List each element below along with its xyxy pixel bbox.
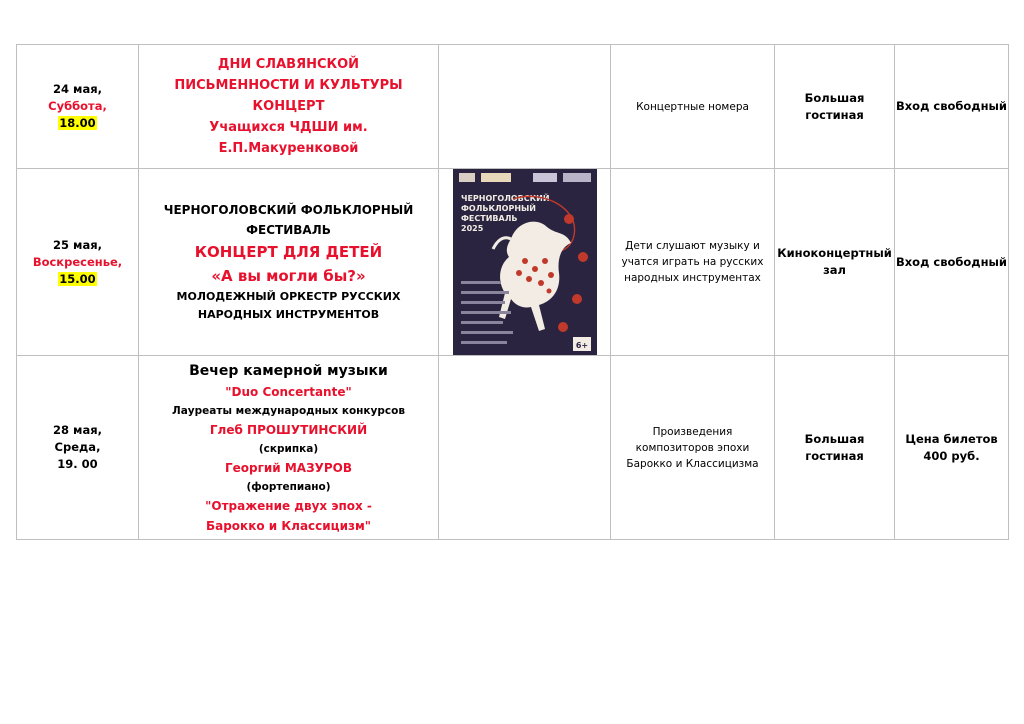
event-entry-line: 400 руб. <box>923 448 980 463</box>
event-title-line: Вечер камерной музыки <box>189 362 388 379</box>
event-title-line: ЧЕРНОГОЛОВСКИЙ ФОЛЬКЛОРНЫЙ <box>163 203 414 217</box>
event-title-line: "Duo Concertante" <box>225 384 352 399</box>
event-time: 19. 00 <box>57 457 98 471</box>
festival-poster <box>453 169 597 355</box>
description-cell <box>611 169 775 356</box>
place-cell <box>775 356 895 540</box>
event-place-line: зал <box>823 263 846 277</box>
event-title-line: ДНИ СЛАВЯНСКОЙ <box>217 57 360 72</box>
event-title-line: (фортепиано) <box>246 480 331 493</box>
event-entry: Вход свободный <box>896 254 1007 269</box>
table-row <box>17 356 1009 540</box>
event-title-line: МОЛОДЕЖНЫЙ ОРКЕСТР РУССКИХ <box>176 290 401 303</box>
event-description-line: народных инструментах <box>624 272 761 284</box>
event-title-line: Георгий МАЗУРОВ <box>224 460 353 475</box>
event-date: 25 мая, <box>53 237 102 252</box>
event-cell <box>139 169 439 356</box>
event-title-line: КОНЦЕРТ ДЛЯ ДЕТЕЙ <box>194 243 383 261</box>
event-description-line: композиторов эпохи <box>635 441 750 454</box>
poster-title-line: ЧЕРНОГОЛОВСКИЙ <box>460 194 550 203</box>
event-title-line: ПИСЬМЕННОСТИ И КУЛЬТУРЫ <box>174 78 403 93</box>
date-cell <box>17 169 139 356</box>
event-place: Большая гостиная <box>804 431 865 463</box>
event-title-line: «А вы могли бы?» <box>211 267 366 285</box>
event-title-line: Глеб ПРОШУТИНСКИЙ <box>209 422 368 437</box>
event-description-line: Произведения <box>652 425 733 438</box>
event-weekday: Суббота, <box>48 99 107 113</box>
event-title-line: КОНЦЕРТ <box>252 99 325 114</box>
event-title-line: Е.П.Макуренковой <box>218 141 359 156</box>
description-cell <box>611 45 775 169</box>
table-row <box>17 45 1009 169</box>
date-cell <box>17 45 139 169</box>
poster-age-badge: 6+ <box>575 341 588 350</box>
event-entry-line: Цена билетов <box>905 431 998 446</box>
event-title-line: Лауреаты международных конкурсов <box>172 404 405 417</box>
poster-year: 2025 <box>460 224 483 233</box>
date-cell <box>17 356 139 540</box>
event-date: 24 мая, <box>53 82 102 96</box>
event-cell <box>139 45 439 169</box>
event-title-line: Барокко и Классицизм" <box>205 518 372 533</box>
description-cell <box>611 356 775 540</box>
event-title-line: ФЕСТИВАЛЬ <box>246 223 331 237</box>
poster-title-line: ФОЛЬКЛОРНЫЙ <box>460 204 536 213</box>
entry-cell <box>895 356 1009 540</box>
entry-cell <box>895 169 1009 356</box>
event-description: Концертные номера <box>636 100 749 113</box>
event-date: 28 мая, <box>53 423 102 437</box>
event-title-line: НАРОДНЫХ ИНСТРУМЕНТОВ <box>197 308 380 321</box>
schedule-table <box>16 44 1009 540</box>
place-cell <box>775 45 895 169</box>
event-description-line: учатся играть на русских <box>621 256 764 268</box>
event-entry: Вход свободный <box>896 99 1007 113</box>
event-place-line: Киноконцертный <box>777 246 892 260</box>
event-place: Большая гостиная <box>804 90 865 122</box>
image-cell <box>439 356 611 540</box>
event-weekday: Воскресенье, <box>32 254 123 269</box>
event-cell <box>139 356 439 540</box>
event-title-line: (скрипка) <box>258 442 319 455</box>
event-weekday: Среда, <box>54 440 101 454</box>
table-row <box>17 169 1009 356</box>
place-cell <box>775 169 895 356</box>
event-title-line: Учащихся ЧДШИ им. <box>209 120 368 135</box>
entry-cell <box>895 45 1009 169</box>
image-cell <box>439 45 611 169</box>
event-title-line: "Отражение двух эпох - <box>205 498 372 513</box>
event-time: 18.00 <box>59 116 96 130</box>
image-cell <box>439 169 611 356</box>
event-description-line: Дети слушают музыку и <box>625 240 760 252</box>
event-time: 15.00 <box>59 271 96 286</box>
event-description-line: Барокко и Классицизма <box>626 457 759 470</box>
poster-title-line: ФЕСТИВАЛЬ <box>460 214 517 223</box>
